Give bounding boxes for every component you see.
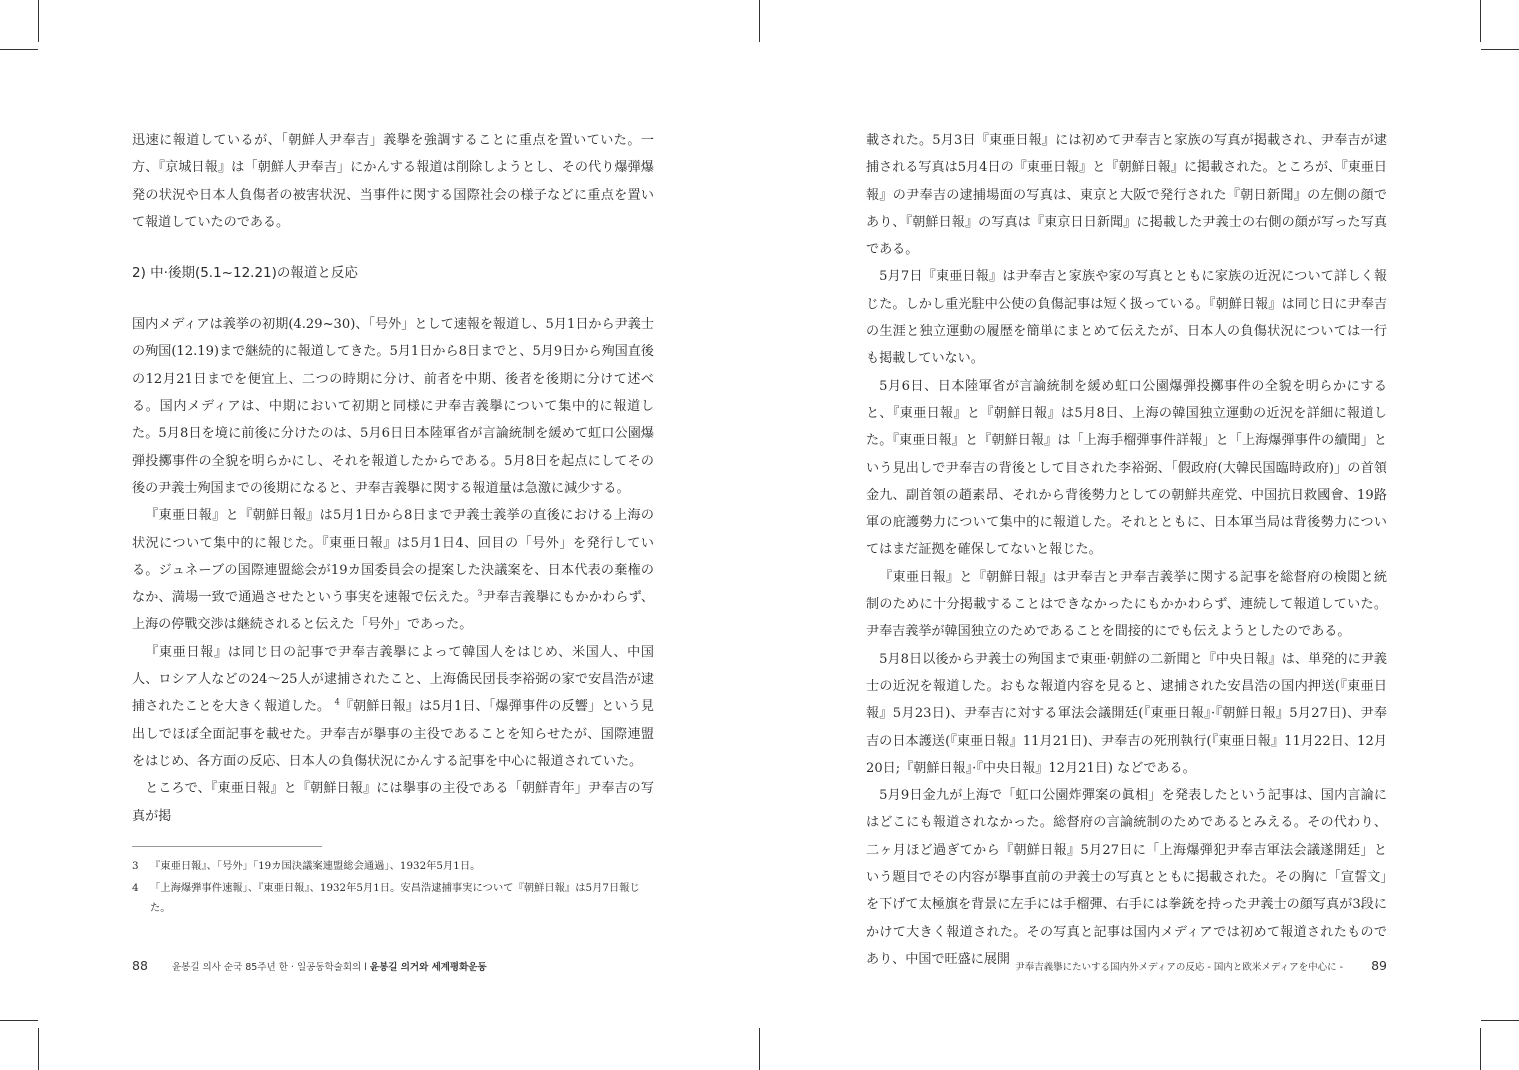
crop-mark — [759, 0, 760, 42]
page-number: 88 — [132, 958, 148, 973]
running-header-title: 윤봉길 의거와 세계평화운동 — [369, 962, 487, 973]
right-folio — [1015, 956, 1387, 978]
footnotes — [132, 856, 654, 920]
text-run: 尹奉吉義擧にもかかわらず、上海の停戰交渉は継続されると伝えた「号外」であった。 — [132, 590, 655, 633]
body-paragraph — [132, 639, 654, 775]
crop-mark — [1481, 1020, 1519, 1021]
crop-mark — [1481, 49, 1519, 50]
body-paragraph: 載された。5月3日『東亜日報』には初めて尹奉吉と家族の写真が掲載され、尹奉吉が逮捕される写真は5月4日の『東亜日報』と『朝鮮日報』に掲載された。ところが、『東亜日報』の尹奉吉の逮捕場面の写真は、東京と大阪で発行された『朝日新聞』の左側の顔であり、『朝鮮日報』の写真は『東京日日新聞』に掲載した尹義士の右側の顔が写った写真である。 — [866, 133, 1387, 258]
running-header-title: 尹奉吉義擧にたいする国内外メディアの反応 - 国内と欧米メディアを中心に - — [1015, 962, 1344, 973]
crop-mark — [759, 1028, 760, 1070]
footnote — [132, 878, 654, 918]
footnote-divider — [132, 846, 322, 847]
body-paragraph: 5月6日、日本陸軍省が言論統制を緩め虹口公園爆弾投擲事件の全貌を明らかにすると、『東亜日報』と『朝鮮日報』は5月8日、上海の韓国独立運動の近況を詳細に報道した。『東亜日報』と『朝鮮日報』は「上海手榴弾事件詳報」と「上海爆弾事件の續聞」という見出しで尹奉吉の背後として目された李裕弼、「假政府(大韓民国臨時政府)」の首領金九、副首領の趙素昂、それから背後勢力としての朝鮮共産党、中国抗日救國會、19路軍の庇護勢力について集中的に報道した。それとともに、日本軍当局は背後勢力についてはまだ証拠を確保してないと報じた。 — [866, 378, 1387, 558]
body-paragraph: 5月7日『東亜日報』は尹奉吉と家族や家の写真とともに家族の近況について詳しく報じた。しかし重光駐中公使の負傷記事は短く扱っている。『朝鮮日報』は同じ日に尹奉吉の生涯と独立運動の履歴を簡単にまとめて伝えたが、日本人の負傷状況については一行も掲載していない。 — [866, 269, 1387, 367]
footnote-text: 『東亜日報』、「号外」「19カ国決議案連盟総会通過」、1932年5月1日。 — [150, 860, 481, 872]
body-paragraph: 『東亜日報』と『朝鮮日報』は尹奉吉と尹奉吉義挙に関する記事を総督府の検閲と統制のために十分掲載することはできなかったにもかかわらず、連続して報道していた。尹奉吉義挙が韓国独立のためであることを間接的にでも伝えようとしたのである。 — [866, 569, 1387, 640]
body-paragraph: ところで、『東亜日報』と『朝鮮日報』には擧事の主役である「朝鮮青年」尹奉吉の写真が掲 — [132, 781, 654, 824]
left-folio — [132, 956, 487, 978]
footnote-number: 3 — [132, 860, 139, 872]
crop-mark — [0, 49, 38, 50]
intro-paragraph: 迅速に報道しているが、「朝鮮人尹奉吉」義擧を強調することに重点を置いていた。一方、『京城日報』は「朝鮮人尹奉吉」にかんする報道は削除しようとし、その代り爆弾爆発の状況や日本人負傷者の被害状況、当事件に関する国際社会の様子などに重点を置いて報道していたのである。 — [132, 133, 654, 230]
crop-mark — [38, 1028, 39, 1070]
section-heading: 2) 中·後期(5.1~12.21)の報道と反応 — [132, 265, 358, 282]
footnote-text: 「上海爆弾事件速報」、『東亜日報』、1932年5月1日。安昌浩逮捕事実について『朝鮮日報』は5月7日報じた。 — [150, 882, 640, 914]
text-run: 『朝鮮日報』は5月1日、「爆弾事件の反響」という見出しでほぼ全面記事を載せた。尹奉吉が擧事の主役であることを知らせたが、国際連盟をはじめ、各方面の反応、日本人の負傷状況にかんする記事を中心に報道されていた。 — [132, 699, 655, 769]
left-page — [132, 127, 654, 830]
page-number: 89 — [1371, 958, 1387, 973]
crop-mark — [38, 0, 39, 42]
footnote-ref: 3 — [477, 588, 483, 598]
body-paragraph — [132, 502, 654, 638]
footnote — [132, 856, 654, 876]
text-run: 『東亜日報』は同じ日の記事で尹奉吉義擧によって韓国人をはじめ、米国人、中国人、ロシア人などの24～25人が逮捕されたこと、上海僑民団長李裕弼の家で安昌浩が逮捕されたことを大きく報道した。 — [132, 644, 654, 715]
body-paragraph: 5月8日以後から尹義士の殉国まで東亜·朝鮮の二新聞と『中央日報』は、単発的に尹義士の近況を報道した。おもな報道内容を見ると、逮捕された安昌浩の国内押送(『東亜日報』5月23日)、尹奉吉に対する軍法会議開廷(『東亜日報』·『朝鮮日報』5月27日)、尹奉吉の日本護送(『東亜日報』11月21日)、尹奉吉の死刑執行(『東亜日報』11月22日、12月20日;『朝鮮日報』·『中央日報』12月21日) などである。 — [866, 651, 1387, 776]
footnote-number: 4 — [132, 882, 139, 894]
footnote-ref: 4 — [334, 697, 340, 707]
crop-mark — [0, 1020, 38, 1021]
text-run: 『東亜日報』と『朝鮮日報』は5月1日から8日まで尹義士義挙の直後における上海の状況について集中的に報じた。『東亜日報』は5月1日4、回目の「号外」を発行している。ジュネーブの国際連盟総会が19カ国委員会の提案した決議案を、日本代表の棄権のなか、満場一致で通過させたという事実を速報で伝えた。 — [132, 508, 654, 606]
crop-mark — [1480, 1028, 1481, 1070]
body-paragraph: 国内メディアは義挙の初期(4.29~30)、「号外」として速報を報道し、5月1日から尹義士の殉国(12.19)まで継続的に報道してきた。5月1日から8日までと、5月9日から殉国直後の12月21日までを便宜上、二つの時期に分け、前者を中期、後者を後期に分けて述べる。国内メディアは、中期において初期と同様に尹奉吉義擧について集中的に報道した。5月8日を境に前後に分けたのは、5月6日日本陸軍省が言論統制を緩めて虹口公園爆弾投擲事件の全貌を明らかにし、それを報道したからである。5月8日を起点にしてその後の尹義士殉国までの後期になると、尹奉吉義擧に関する報道量は急激に減少する。 — [132, 317, 655, 496]
running-header-series: 윤봉길 의사 순국 85주년 한 · 일공동학술회의 l — [171, 962, 367, 973]
crop-mark — [1480, 0, 1481, 42]
right-page — [866, 127, 1387, 973]
body-paragraph: 5月9日金九が上海で「虹口公園炸彈案の眞相」を発表したという記事は、国内言論にはどこにも報道されなかった。総督府の言論統制のためであるとみえる。その代わり、二ヶ月ほど過ぎてから『朝鮮日報』5月27日に「上海爆弾犯尹奉吉軍法会議遂開廷」という題目でその内容が擧事直前の尹義士の写真とともに掲載された。その胸に「宣誓文」を下げて太極旗を背景に左手には手榴彈、右手には拳銃を持った尹義士の顔写真が3段にかけて大きく報道された。その写真と記事は国内メディアでは初めて報道されたものであり、中国で旺盛に展開 — [866, 788, 1387, 967]
